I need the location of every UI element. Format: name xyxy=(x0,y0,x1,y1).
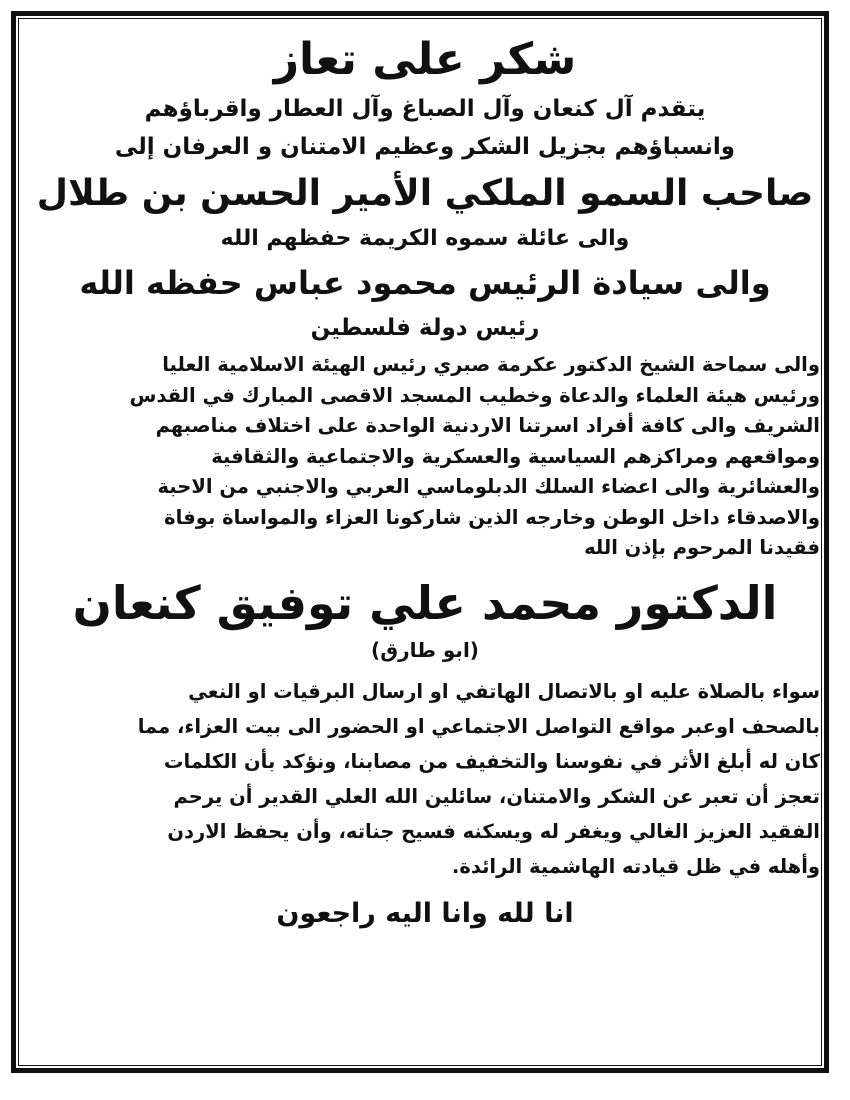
intro-line-1: يتقدم آل كنعان وآل الصباغ وآل العطار واقرباؤهم xyxy=(144,96,706,122)
closing-line: بالصحف اوعبر مواقع التواصل الاجتماعي او الحضور الى بيت العزاء، مما xyxy=(137,714,820,738)
announcement-title: شكر على تعاز xyxy=(273,34,577,85)
honoree-prince-family: والى عائلة سموه الكريمة حفظهم الله xyxy=(220,226,630,251)
thanks-line: فقيدنا المرحوم بإذن الله xyxy=(584,536,820,559)
deceased-name: الدكتور محمد علي توفيق كنعان xyxy=(72,575,778,630)
closing-line: وأهله في ظل قيادته الهاشمية الرائدة. xyxy=(451,854,820,878)
honoree-prince: صاحب السمو الملكي الأمير الحسن بن طلال xyxy=(36,173,814,214)
thanks-line: ومواقعهم ومراكزهم السياسية والعسكرية والاجتماعية والثقافية xyxy=(211,444,820,468)
closing-line: تعجز أن تعبر عن الشكر والامتنان، سائلين الله العلي القدير أن يرحم xyxy=(173,784,820,808)
closing-line: كان له أبلغ الأثر في نفوسنا والتخفيف من مصابنا، ونؤكد بأن الكلمات xyxy=(163,749,820,773)
deceased-kunya: (ابو طارق) xyxy=(371,637,479,662)
thanks-line: والعشائرية والى اعضاء السلك الدبلوماسي العربي والاجنبي من الاحبة xyxy=(157,475,820,498)
thanks-line: والى سماحة الشيخ الدكتور عكرمة صبري رئيس الهيئة الاسلامية العليا xyxy=(162,353,820,376)
closing-verse: انا لله وانا اليه راجعون xyxy=(276,897,574,929)
thanks-line: ورئيس هيئة العلماء والدعاة وخطيب المسجد الاقصى المبارك في القدس xyxy=(129,383,820,407)
thanks-paragraph xyxy=(30,350,820,564)
honoree-president: والى سيادة الرئيس محمود عباس حفظه الله xyxy=(79,264,771,302)
intro-line-2: وانسباؤهم بجزيل الشكر وعظيم الامتنان و العرفان إلى xyxy=(114,134,736,160)
closing-line: سواء بالصلاة عليه او بالاتصال الهاتفي او ارسال البرقيات او النعي xyxy=(188,679,820,703)
honoree-president-title: رئيس دولة فلسطين xyxy=(310,315,540,341)
thanks-line: والاصدقاء داخل الوطن وخارجه الذين شاركونا العزاء والمواساة بوفاة xyxy=(164,505,820,529)
announcement xyxy=(30,22,820,1072)
closing-paragraph xyxy=(30,674,820,884)
thanks-line: الشريف والى كافة أفراد اسرتنا الاردنية الواحدة على اختلاف مناصبهم xyxy=(155,414,820,437)
closing-line: الفقيد العزيز الغالي ويغفر له ويسكنه فسيح جناته، وأن يحفظ الاردن xyxy=(167,819,820,843)
